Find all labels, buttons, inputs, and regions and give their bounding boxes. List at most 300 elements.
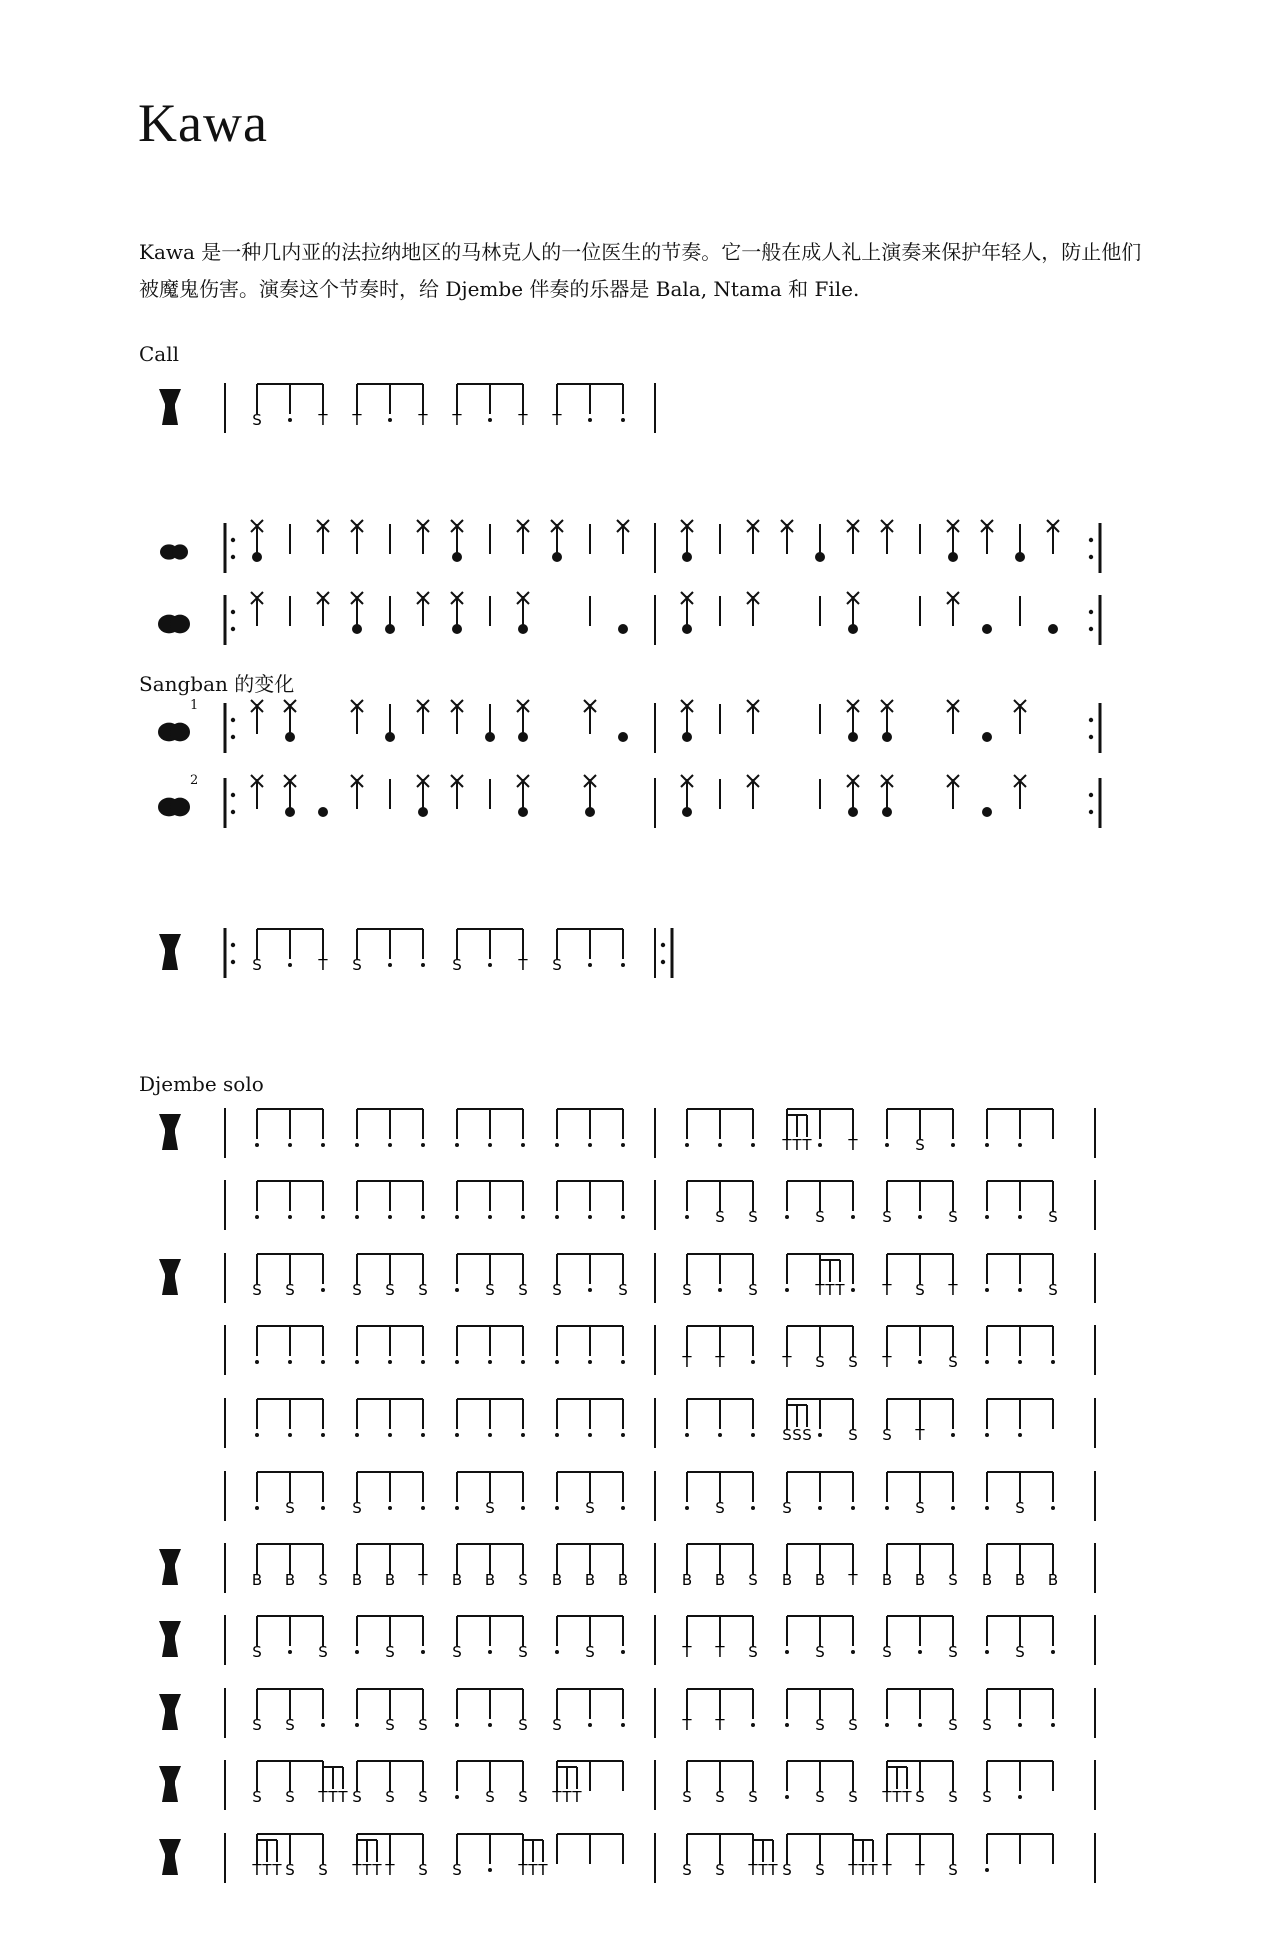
rest-dot bbox=[455, 1360, 459, 1364]
rest-dot bbox=[421, 1215, 425, 1219]
note-label: S bbox=[948, 1716, 958, 1734]
note-label: S bbox=[252, 1788, 262, 1806]
rest-dot bbox=[985, 1868, 989, 1872]
note-label: S bbox=[385, 1281, 395, 1299]
section-call: Call bbox=[139, 342, 180, 366]
rest-dot bbox=[255, 1215, 259, 1219]
rest-dot bbox=[818, 1143, 822, 1147]
bell-hit bbox=[882, 807, 892, 817]
note-label: S bbox=[1015, 1499, 1025, 1517]
note-label: T bbox=[825, 1281, 835, 1299]
note-label: S bbox=[748, 1208, 758, 1226]
rest-dot bbox=[521, 1143, 525, 1147]
rest-dot bbox=[521, 1360, 525, 1364]
rest-dot bbox=[985, 1143, 989, 1147]
page-title: Kawa bbox=[138, 93, 268, 153]
rest-dot bbox=[621, 1650, 625, 1654]
note-label: T bbox=[385, 1861, 395, 1879]
note-label: T bbox=[848, 1136, 858, 1154]
rest-dot bbox=[621, 1215, 625, 1219]
note-label: S bbox=[285, 1499, 295, 1517]
djembe-icon bbox=[159, 934, 181, 970]
note-label: T bbox=[868, 1861, 878, 1879]
bell-hit bbox=[285, 807, 295, 817]
repeat-dot bbox=[1089, 610, 1093, 614]
note-label: T bbox=[252, 1861, 262, 1879]
rest-dot bbox=[785, 1795, 789, 1799]
note-label: B bbox=[484, 1571, 496, 1589]
bell-hit bbox=[815, 552, 825, 562]
note-label: S bbox=[352, 956, 362, 974]
djembe-icon bbox=[159, 1549, 181, 1585]
note-label: S bbox=[552, 1716, 562, 1734]
note-label: S bbox=[618, 1281, 628, 1299]
rest-dot bbox=[1051, 1506, 1055, 1510]
note-label: T bbox=[318, 956, 328, 974]
note-label: S bbox=[452, 1861, 462, 1879]
note-label: T bbox=[318, 1788, 328, 1806]
drum-shell bbox=[172, 544, 188, 559]
note-label: S bbox=[452, 1643, 462, 1661]
bell-hit bbox=[452, 552, 462, 562]
note-label: S bbox=[848, 1788, 858, 1806]
repeat-dot bbox=[1089, 538, 1093, 542]
bell-hit bbox=[518, 732, 528, 742]
note-label: S bbox=[915, 1136, 925, 1154]
repeat-dot bbox=[231, 810, 235, 814]
rest-dot bbox=[321, 1360, 325, 1364]
rest-dot bbox=[455, 1143, 459, 1147]
note-label: T bbox=[848, 1861, 858, 1879]
bell-hit bbox=[682, 732, 692, 742]
note-label: S bbox=[815, 1353, 825, 1371]
note-label: S bbox=[682, 1281, 692, 1299]
note-label: T bbox=[338, 1788, 348, 1806]
note-label: S bbox=[252, 1281, 262, 1299]
note-label: S bbox=[815, 1788, 825, 1806]
note-label: S bbox=[352, 1499, 362, 1517]
rest-dot bbox=[621, 963, 625, 967]
rest-dot bbox=[555, 1650, 559, 1654]
note-label: S bbox=[948, 1861, 958, 1879]
rest-dot bbox=[421, 1506, 425, 1510]
rest-dot bbox=[985, 1433, 989, 1437]
note-label: T bbox=[682, 1353, 692, 1371]
bell-hit bbox=[385, 732, 395, 742]
rest-dot bbox=[885, 1723, 889, 1727]
note-label: S bbox=[948, 1208, 958, 1226]
rest-dot bbox=[421, 1433, 425, 1437]
note-label: S bbox=[485, 1788, 495, 1806]
note-label: S bbox=[982, 1788, 992, 1806]
repeat-dot bbox=[1089, 627, 1093, 631]
repeat-dot bbox=[231, 538, 235, 542]
note-label: T bbox=[518, 956, 528, 974]
rest-dot bbox=[455, 1433, 459, 1437]
rest-dot bbox=[321, 1433, 325, 1437]
note-label: B bbox=[351, 1571, 363, 1589]
note-label: S bbox=[285, 1716, 295, 1734]
note-label: S bbox=[748, 1571, 758, 1589]
note-label: S bbox=[715, 1499, 725, 1517]
bell-hit bbox=[618, 624, 628, 634]
note-label: T bbox=[318, 411, 328, 429]
rest-dot bbox=[255, 1433, 259, 1437]
variation-number-1: 1 bbox=[190, 698, 199, 713]
repeat-dot bbox=[231, 960, 235, 964]
note-label: B bbox=[251, 1571, 263, 1589]
repeat-dot bbox=[231, 627, 235, 631]
note-label: S bbox=[915, 1499, 925, 1517]
rest-dot bbox=[355, 1723, 359, 1727]
rest-dot bbox=[555, 1360, 559, 1364]
rest-dot bbox=[488, 1650, 492, 1654]
note-label: B bbox=[781, 1571, 793, 1589]
rest-dot bbox=[255, 1143, 259, 1147]
bell-hit bbox=[1015, 552, 1025, 562]
rest-dot bbox=[355, 1433, 359, 1437]
rest-dot bbox=[588, 1215, 592, 1219]
note-label: B bbox=[981, 1571, 993, 1589]
note-label: T bbox=[715, 1716, 725, 1734]
rest-dot bbox=[685, 1433, 689, 1437]
note-label: S bbox=[385, 1643, 395, 1661]
note-label: S bbox=[518, 1571, 528, 1589]
note-label: T bbox=[538, 1861, 548, 1879]
note-label: T bbox=[892, 1788, 902, 1806]
note-label: S bbox=[715, 1788, 725, 1806]
bell-hit bbox=[682, 552, 692, 562]
rest-dot bbox=[851, 1215, 855, 1219]
rest-dot bbox=[951, 1143, 955, 1147]
repeat-dot bbox=[231, 555, 235, 559]
rest-dot bbox=[388, 1360, 392, 1364]
rest-dot bbox=[388, 1143, 392, 1147]
rest-dot bbox=[685, 1215, 689, 1219]
note-label: T bbox=[518, 411, 528, 429]
note-label: S bbox=[948, 1353, 958, 1371]
note-label: S bbox=[318, 1643, 328, 1661]
bell-hit bbox=[948, 552, 958, 562]
djembe-icon bbox=[159, 389, 181, 425]
rest-dot bbox=[255, 1506, 259, 1510]
rest-dot bbox=[918, 1650, 922, 1654]
note-label: T bbox=[902, 1788, 912, 1806]
note-label: S bbox=[252, 956, 262, 974]
note-label: S bbox=[948, 1643, 958, 1661]
repeat-dot bbox=[231, 735, 235, 739]
note-label: S bbox=[748, 1643, 758, 1661]
rest-dot bbox=[621, 1506, 625, 1510]
repeat-dot bbox=[231, 610, 235, 614]
note-label: T bbox=[882, 1788, 892, 1806]
bell-hit bbox=[352, 624, 362, 634]
repeat-dot bbox=[1089, 793, 1093, 797]
repeat-dot bbox=[231, 718, 235, 722]
rest-dot bbox=[555, 1433, 559, 1437]
note-label: T bbox=[562, 1788, 572, 1806]
note-label: B bbox=[584, 1571, 596, 1589]
rest-dot bbox=[1018, 1215, 1022, 1219]
rest-dot bbox=[785, 1215, 789, 1219]
rest-dot bbox=[388, 963, 392, 967]
rest-dot bbox=[555, 1506, 559, 1510]
bell-hit bbox=[285, 732, 295, 742]
rest-dot bbox=[588, 1288, 592, 1292]
note-label: T bbox=[552, 1788, 562, 1806]
bell-hit bbox=[385, 624, 395, 634]
rest-dot bbox=[288, 1215, 292, 1219]
rest-dot bbox=[488, 1723, 492, 1727]
note-label: S bbox=[882, 1426, 892, 1444]
note-label: B bbox=[681, 1571, 693, 1589]
note-label: S bbox=[848, 1716, 858, 1734]
rest-dot bbox=[621, 1433, 625, 1437]
note-label: S bbox=[518, 1788, 528, 1806]
rest-dot bbox=[718, 1433, 722, 1437]
note-label: T bbox=[882, 1281, 892, 1299]
note-label: S bbox=[882, 1208, 892, 1226]
note-label: T bbox=[682, 1716, 692, 1734]
note-label: S bbox=[948, 1788, 958, 1806]
note-label: B bbox=[1047, 1571, 1059, 1589]
djembe-icon bbox=[159, 1839, 181, 1875]
note-label: S bbox=[715, 1861, 725, 1879]
rest-dot bbox=[488, 1143, 492, 1147]
note-label: S bbox=[815, 1861, 825, 1879]
rest-dot bbox=[421, 1143, 425, 1147]
note-label: S bbox=[418, 1788, 428, 1806]
section-sangban-variation: Sangban 的变化 bbox=[139, 672, 295, 696]
bell-hit bbox=[682, 624, 692, 634]
repeat-dot bbox=[661, 943, 665, 947]
rest-dot bbox=[751, 1433, 755, 1437]
rest-dot bbox=[521, 1433, 525, 1437]
bell-hit bbox=[1048, 624, 1058, 634]
note-label: S bbox=[418, 1861, 428, 1879]
note-label: S bbox=[682, 1788, 692, 1806]
note-label: T bbox=[682, 1643, 692, 1661]
rest-dot bbox=[718, 1288, 722, 1292]
rest-dot bbox=[355, 1143, 359, 1147]
note-label: T bbox=[792, 1136, 802, 1154]
note-label: T bbox=[748, 1861, 758, 1879]
rest-dot bbox=[555, 1143, 559, 1147]
rest-dot bbox=[1018, 1143, 1022, 1147]
rest-dot bbox=[1051, 1723, 1055, 1727]
note-label: T bbox=[948, 1281, 958, 1299]
note-label: T bbox=[715, 1643, 725, 1661]
rest-dot bbox=[288, 1650, 292, 1654]
bell-hit bbox=[318, 807, 328, 817]
rest-dot bbox=[455, 1795, 459, 1799]
rest-dot bbox=[1018, 1360, 1022, 1364]
rest-dot bbox=[388, 1433, 392, 1437]
note-label: S bbox=[748, 1788, 758, 1806]
bell-hit bbox=[452, 624, 462, 634]
note-label: T bbox=[262, 1861, 272, 1879]
note-label: S bbox=[682, 1861, 692, 1879]
note-label: T bbox=[815, 1281, 825, 1299]
rest-dot bbox=[621, 1143, 625, 1147]
note-label: S bbox=[882, 1643, 892, 1661]
rest-dot bbox=[985, 1288, 989, 1292]
rest-dot bbox=[421, 1650, 425, 1654]
rest-dot bbox=[588, 1143, 592, 1147]
rest-dot bbox=[918, 1215, 922, 1219]
rest-dot bbox=[588, 1723, 592, 1727]
djembe-icon bbox=[159, 1114, 181, 1150]
note-label: T bbox=[758, 1861, 768, 1879]
rest-dot bbox=[588, 1433, 592, 1437]
note-label: T bbox=[372, 1861, 382, 1879]
rest-dot bbox=[951, 1433, 955, 1437]
note-label: S bbox=[418, 1716, 428, 1734]
note-label: T bbox=[452, 411, 462, 429]
note-label: B bbox=[1014, 1571, 1026, 1589]
note-label: B bbox=[551, 1571, 563, 1589]
bell-hit bbox=[848, 624, 858, 634]
rest-dot bbox=[751, 1506, 755, 1510]
note-label: T bbox=[552, 411, 562, 429]
rest-dot bbox=[321, 1506, 325, 1510]
bell-hit bbox=[982, 624, 992, 634]
note-label: S bbox=[748, 1281, 758, 1299]
note-label: T bbox=[882, 1861, 892, 1879]
rest-dot bbox=[488, 1360, 492, 1364]
note-label: S bbox=[815, 1716, 825, 1734]
rest-dot bbox=[818, 1506, 822, 1510]
bell-hit bbox=[518, 807, 528, 817]
bell-hit bbox=[418, 807, 428, 817]
note-label: T bbox=[352, 1861, 362, 1879]
rest-dot bbox=[488, 1868, 492, 1872]
bell-hit bbox=[848, 732, 858, 742]
djembe-icon bbox=[159, 1621, 181, 1657]
note-label: S bbox=[452, 956, 462, 974]
rest-dot bbox=[288, 418, 292, 422]
rest-dot bbox=[588, 418, 592, 422]
note-label: T bbox=[882, 1353, 892, 1371]
note-label: T bbox=[715, 1353, 725, 1371]
repeat-dot bbox=[231, 943, 235, 947]
note-label: S bbox=[518, 1716, 528, 1734]
variation-number-2: 2 bbox=[190, 773, 199, 788]
note-label: S bbox=[1015, 1643, 1025, 1661]
bell-hit bbox=[518, 624, 528, 634]
note-label: S bbox=[782, 1499, 792, 1517]
rest-dot bbox=[455, 1506, 459, 1510]
note-label: S bbox=[1048, 1208, 1058, 1226]
rest-dot bbox=[851, 1506, 855, 1510]
rest-dot bbox=[588, 1360, 592, 1364]
djembe-icon bbox=[159, 1694, 181, 1730]
rest-dot bbox=[985, 1215, 989, 1219]
note-label: T bbox=[915, 1861, 925, 1879]
note-label: S bbox=[252, 1643, 262, 1661]
note-label: S bbox=[585, 1499, 595, 1517]
note-label: S bbox=[485, 1281, 495, 1299]
note-label: S bbox=[285, 1281, 295, 1299]
note-label: T bbox=[328, 1788, 338, 1806]
rest-dot bbox=[985, 1360, 989, 1364]
rest-dot bbox=[851, 1288, 855, 1292]
rest-dot bbox=[1051, 1360, 1055, 1364]
rest-dot bbox=[785, 1288, 789, 1292]
rest-dot bbox=[1051, 1650, 1055, 1654]
bell-hit bbox=[585, 807, 595, 817]
note-label: T bbox=[362, 1861, 372, 1879]
note-label: S bbox=[802, 1426, 812, 1444]
bell-hit bbox=[618, 732, 628, 742]
rest-dot bbox=[1018, 1288, 1022, 1292]
note-label: S bbox=[948, 1571, 958, 1589]
rest-dot bbox=[751, 1723, 755, 1727]
rest-dot bbox=[885, 1143, 889, 1147]
rest-dot bbox=[985, 1506, 989, 1510]
rest-dot bbox=[785, 1650, 789, 1654]
rest-dot bbox=[885, 1506, 889, 1510]
note-label: B bbox=[451, 1571, 463, 1589]
repeat-dot bbox=[1089, 718, 1093, 722]
drum-shell bbox=[170, 798, 190, 817]
note-label: S bbox=[285, 1861, 295, 1879]
note-label: T bbox=[782, 1353, 792, 1371]
rest-dot bbox=[751, 1360, 755, 1364]
note-label: S bbox=[485, 1499, 495, 1517]
rest-dot bbox=[255, 1360, 259, 1364]
djembe-icon bbox=[159, 1259, 181, 1295]
bell-hit bbox=[882, 732, 892, 742]
note-label: S bbox=[815, 1643, 825, 1661]
rest-dot bbox=[555, 1215, 559, 1219]
rest-dot bbox=[388, 1215, 392, 1219]
bell-hit bbox=[682, 807, 692, 817]
rest-dot bbox=[985, 1650, 989, 1654]
note-label: T bbox=[858, 1861, 868, 1879]
rest-dot bbox=[718, 1143, 722, 1147]
note-label: T bbox=[848, 1571, 858, 1589]
note-label: S bbox=[782, 1426, 792, 1444]
note-label: S bbox=[915, 1281, 925, 1299]
rest-dot bbox=[751, 1143, 755, 1147]
rest-dot bbox=[1018, 1433, 1022, 1437]
rest-dot bbox=[621, 418, 625, 422]
bell-hit bbox=[552, 552, 562, 562]
rest-dot bbox=[321, 1288, 325, 1292]
rest-dot bbox=[818, 1433, 822, 1437]
rest-dot bbox=[288, 1433, 292, 1437]
bell-hit bbox=[485, 732, 495, 742]
rest-dot bbox=[951, 1506, 955, 1510]
note-label: S bbox=[352, 1281, 362, 1299]
rest-dot bbox=[488, 1433, 492, 1437]
rest-dot bbox=[321, 1723, 325, 1727]
note-label: S bbox=[252, 1716, 262, 1734]
intro-paragraph: Kawa 是一种几内亚的法拉纳地区的马林克人的一位医生的节奏。它一般在成人礼上演奏来保护年轻人，防止他们被魔鬼伤害。演奏这个节奏时，给 Djembe 伴奏的乐器是 Bala, Ntama 和 File. bbox=[139, 240, 1142, 301]
note-label: S bbox=[782, 1861, 792, 1879]
rest-dot bbox=[621, 1360, 625, 1364]
note-label: S bbox=[552, 1281, 562, 1299]
note-label: S bbox=[385, 1788, 395, 1806]
rest-dot bbox=[388, 1506, 392, 1510]
drum-shell bbox=[170, 723, 190, 742]
note-label: S bbox=[352, 1788, 362, 1806]
repeat-dot bbox=[1089, 735, 1093, 739]
note-label: B bbox=[914, 1571, 926, 1589]
note-label: S bbox=[385, 1716, 395, 1734]
note-label: S bbox=[792, 1426, 802, 1444]
